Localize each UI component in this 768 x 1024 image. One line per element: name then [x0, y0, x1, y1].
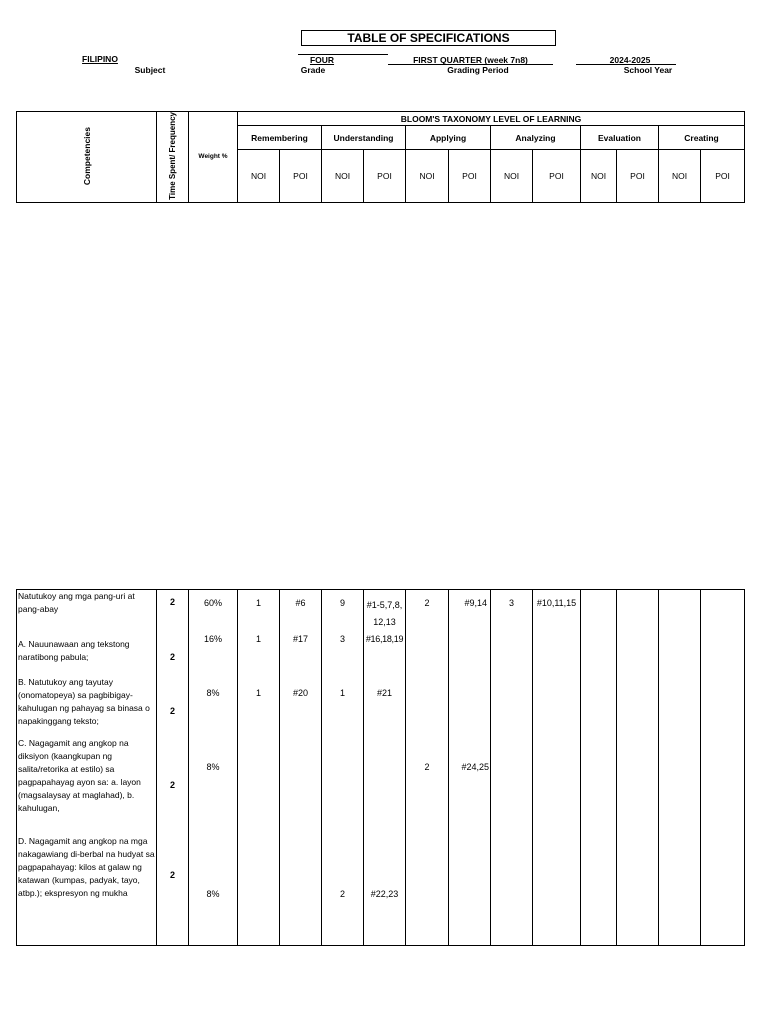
time-value: 2 [169, 652, 175, 662]
poi-value: #17 [292, 634, 309, 644]
time-value: 2 [169, 706, 175, 716]
subject-value: FILIPINO [82, 54, 118, 64]
weight-value: 8% [206, 688, 220, 698]
noi-value: 1 [255, 688, 261, 698]
competency-text: A. Nauunawaan ang tekstong naratibong pabula; [18, 639, 130, 662]
competencies-column [17, 590, 157, 946]
noi-value: 1 [255, 598, 261, 608]
noi-header: NOI [406, 150, 449, 203]
noi-header: NOI [581, 150, 617, 203]
poi-value: #16,18,19 [365, 634, 404, 644]
poi-header: POI [364, 150, 406, 203]
level-creating: Creating [659, 126, 745, 150]
noi-header: NOI [659, 150, 701, 203]
applying-noi-column [406, 590, 449, 946]
level-understanding: Understanding [322, 126, 406, 150]
competency-text: D. Nagagamit ang angkop na mga nakagawiang di-berbal na hudyat sa pagpapahayag: kilos at galaw ng katawan (kumpas, padyak, tayo, atbp.); ekspresyon ng mukha [18, 836, 155, 898]
creating-poi-column [701, 590, 745, 946]
poi-value: #6 [295, 598, 306, 608]
poi-value: #20 [292, 688, 309, 698]
weight-header: Weight % [189, 112, 238, 203]
time-value: 2 [169, 870, 175, 880]
competency-text: B. Natutukoy ang tayutay (onomatopeya) sa pagbibigay-kahulugan ng pahayag sa binasa o napakinggang teksto; [18, 677, 150, 726]
poi-header: POI [280, 150, 322, 203]
noi-value: 2 [424, 598, 430, 608]
level-analyzing: Analyzing [491, 126, 581, 150]
document-title: TABLE OF SPECIFICATIONS [301, 30, 556, 46]
grade-value: FOUR [309, 55, 335, 65]
competency-data-table [16, 589, 745, 946]
competency-text: Natutukoy ang mga pang-uri at pang-abay [18, 591, 135, 614]
weight-value: 8% [206, 889, 220, 899]
noi-value: 1 [339, 688, 345, 698]
poi-header: POI [701, 150, 745, 203]
year-value: 2024-2025 [609, 55, 651, 65]
analyzing-noi-column [491, 590, 533, 946]
poi-value: #1-5,7,8, 12,13 [366, 600, 403, 627]
poi-value: #10,11,15 [536, 598, 577, 608]
competency-text: C. Nagagamit ang angkop na diksiyon (kaangkupan ng salita/retorika at estilo) sa pagpapahayag ayon sa: a. layon (magsalaysay at maglahad), b. kahulugan, [18, 738, 141, 813]
poi-header: POI [533, 150, 581, 203]
remembering-noi-column [238, 590, 280, 946]
competencies-header: Competencies [17, 112, 157, 203]
poi-value: #9,14 [464, 598, 487, 608]
poi-header: POI [617, 150, 659, 203]
weight-column [189, 590, 238, 946]
evaluation-poi-column [617, 590, 659, 946]
level-remembering: Remembering [238, 126, 322, 150]
time-value: 2 [169, 780, 175, 790]
understanding-poi-column [364, 590, 406, 946]
noi-value: 9 [339, 598, 345, 608]
grade-label: Grade [300, 65, 326, 75]
subject-label: Subject [134, 65, 166, 75]
period-value: FIRST QUARTER (week 7n8) [413, 55, 528, 65]
analyzing-poi-column [533, 590, 581, 946]
level-evaluation: Evaluation [581, 126, 659, 150]
noi-header: NOI [491, 150, 533, 203]
weight-value: 8% [206, 762, 220, 772]
noi-header: NOI [238, 150, 280, 203]
year-label: School Year [623, 65, 673, 75]
evaluation-noi-column [581, 590, 617, 946]
noi-value: 2 [424, 762, 430, 772]
understanding-noi-column [322, 590, 364, 946]
poi-value: #24,25 [461, 762, 489, 772]
weight-value: 16% [203, 634, 222, 644]
noi-value: 3 [339, 634, 345, 644]
period-label: Grading Period [447, 65, 509, 75]
creating-noi-column [659, 590, 701, 946]
applying-poi-column [449, 590, 491, 946]
noi-value: 2 [339, 889, 345, 899]
noi-value: 1 [255, 634, 261, 644]
weight-value: 60% [203, 598, 222, 608]
poi-value: #22,23 [370, 889, 399, 899]
bloom-title: BLOOM'S TAXONOMY LEVEL OF LEARNING [238, 112, 745, 126]
bloom-header-table [16, 111, 745, 203]
poi-header: POI [449, 150, 491, 203]
time-value: 2 [169, 597, 175, 607]
noi-value: 3 [508, 598, 514, 608]
time-column [157, 590, 189, 946]
remembering-poi-column [280, 590, 322, 946]
poi-value: #21 [376, 688, 393, 698]
noi-header: NOI [322, 150, 364, 203]
time-spent-header: Time Spent/ Frequency [157, 112, 189, 203]
level-applying: Applying [406, 126, 491, 150]
